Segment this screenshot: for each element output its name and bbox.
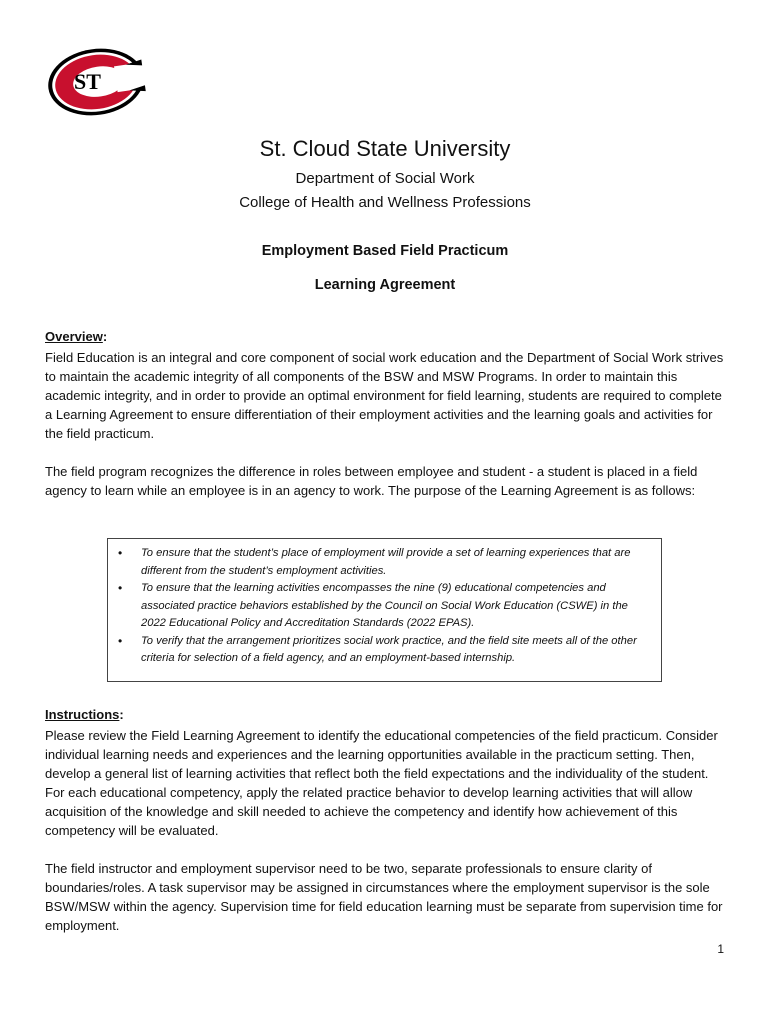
document-subtitle: Employment Based Field Practicum <box>261 243 509 259</box>
page-number: 1 <box>717 942 724 956</box>
instructions-paragraph-2: The field instructor and employment supervisor need to be two, separate professionals to ensure clarity of boundaries/roles. A task supervisor may be assigned in circumstances where the employment supervisor is the sole BSW/MSW within the agency. Supervision time for field education learning must be separate from supervision time for employment. <box>45 861 723 933</box>
list-item: • To ensure that the student’s place of employment will provide a set of learning experiences that are different from the student’s employment activities. <box>118 546 631 577</box>
college-name: College of Health and Wellness Professions <box>239 194 531 211</box>
list-item: • To ensure that the learning activities encompasses the nine (9) educational competencies and associated practice behaviors established by the Council on Social Work Education (CSWE) in the 2022 Educational Policy and Accreditation Standards (2022 EPAS). <box>118 581 628 629</box>
list-item: • To verify that the arrangement prioritizes social work practice, and the field site meets all of the other criteria for selection of a field agency, and an employment-based internship. <box>118 633 637 664</box>
instructions-paragraph-1: Please review the Field Learning Agreement to identify the educational competencies of the field practicum. Consider individual learning needs and experiences and the learning opportunities available in the practicum setting. Then, develop a general list of learning activities that reflect both the field expectations and the individuality of the student. For each educational competency, apply the related practice behavior to develop learning activities that will allow acquisition of the knowledge and skill needed to achieve the competency and identify how achievement of this competency will be evaluated. <box>45 728 718 838</box>
svg-text:ST: ST <box>74 69 101 94</box>
document-title: Learning Agreement <box>314 277 456 293</box>
instructions-heading: Instructions: <box>45 707 124 722</box>
overview-paragraph-2: The field program recognizes the difference in roles between employee and student - a student is placed in a field agency to learn while an employee is in an agency to work. The purpose of the Learning Agreement is as follows: <box>45 464 698 498</box>
purpose-box <box>107 538 662 682</box>
university-logo <box>44 44 148 120</box>
overview-paragraph-1: Field Education is an integral and core component of social work education and the Department of Social Work strives to maintain the academic integrity of all components of the BSW and MSW Programs. In order to maintain this academic integrity, and in order to provide an optimal environment for field learning, students are required to complete a Learning Agreement to ensure differentiation of their employment activities and the learning goals and activities for the field practicum. <box>45 350 724 441</box>
purpose-list <box>116 545 651 668</box>
department-name: Department of Social Work <box>295 170 475 187</box>
university-title: St. Cloud State University <box>259 136 511 161</box>
overview-heading: Overview: <box>45 329 108 344</box>
